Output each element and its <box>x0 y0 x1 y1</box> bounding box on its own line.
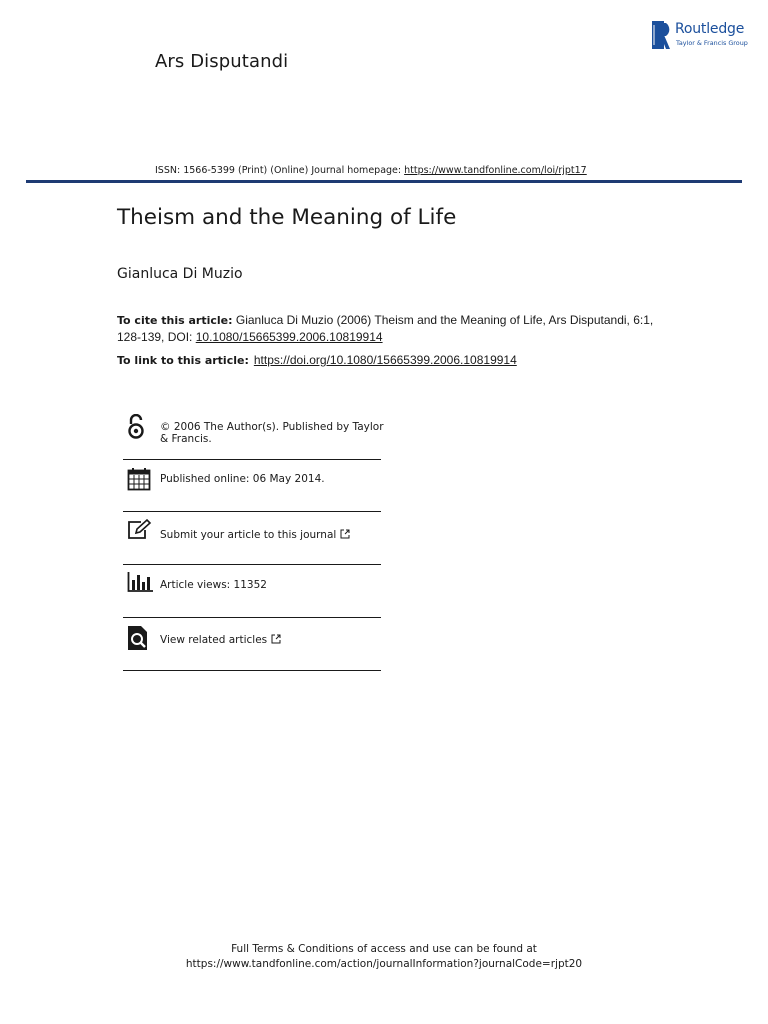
info-row-views <box>123 571 381 601</box>
cite-label: To cite this article: <box>117 314 233 327</box>
cite-text: Gianluca Di Muzio (2006) Theism and the Meaning of Life, Ars Disputandi, 6:1, 128-139, DOI: <box>117 313 654 344</box>
info-divider <box>123 564 381 565</box>
bar-chart-icon <box>127 572 153 592</box>
submit-article-link[interactable] <box>123 518 381 552</box>
citation <box>117 312 677 345</box>
article-link <box>117 353 517 367</box>
edit-icon <box>127 519 153 541</box>
footer-terms-text: Full Terms & Conditions of access and use can be found at <box>231 943 537 955</box>
license-text: © 2006 The Author(s). Published by Taylor & Francis. <box>160 421 384 445</box>
info-row-published <box>123 466 381 496</box>
footer <box>0 942 768 972</box>
info-divider <box>123 670 381 671</box>
journal-title: Ars Disputandi <box>155 51 289 72</box>
publisher-subtitle: Taylor & Francis Group <box>676 39 748 47</box>
cite-doi-link[interactable]: 10.1080/15665399.2006.10819914 <box>195 330 383 344</box>
submit-text <box>160 529 385 541</box>
views-text: Article views: 11352 <box>160 579 267 591</box>
info-divider <box>123 617 381 618</box>
info-divider <box>123 511 381 512</box>
journal-homepage-link[interactable]: https://www.tandfonline.com/loi/rjpt17 <box>404 165 587 176</box>
article-title: Theism and the Meaning of Life <box>117 205 457 230</box>
external-link-icon <box>340 529 350 539</box>
submit-label: Submit your article to this journal <box>160 529 337 541</box>
issn-line <box>155 165 587 176</box>
info-row-license <box>123 414 384 454</box>
article-author: Gianluca Di Muzio <box>117 266 243 282</box>
issn-text: ISSN: 1566-5399 (Print) (Online) Journal homepage: <box>155 165 405 176</box>
search-document-icon <box>127 625 151 651</box>
link-label: To link to this article: <box>117 354 249 367</box>
open-access-icon <box>127 414 145 442</box>
header-rule <box>26 180 742 183</box>
footer-terms-link[interactable]: https://www.tandfonline.com/action/journalInformation?journalCode=rjpt20 <box>185 958 583 970</box>
published-text: Published online: 06 May 2014. <box>160 473 325 485</box>
info-divider <box>123 459 381 460</box>
routledge-logo-icon <box>652 21 672 49</box>
calendar-icon <box>127 467 151 491</box>
external-link-icon <box>271 634 281 644</box>
article-doi-link[interactable]: https://doi.org/10.1080/15665399.2006.10819914 <box>253 353 517 367</box>
related-articles-link[interactable] <box>123 624 381 658</box>
related-label: View related articles <box>160 634 268 646</box>
related-text <box>160 634 385 646</box>
publisher-logo[interactable] <box>652 21 752 51</box>
publisher-name: Routledge <box>675 21 745 37</box>
